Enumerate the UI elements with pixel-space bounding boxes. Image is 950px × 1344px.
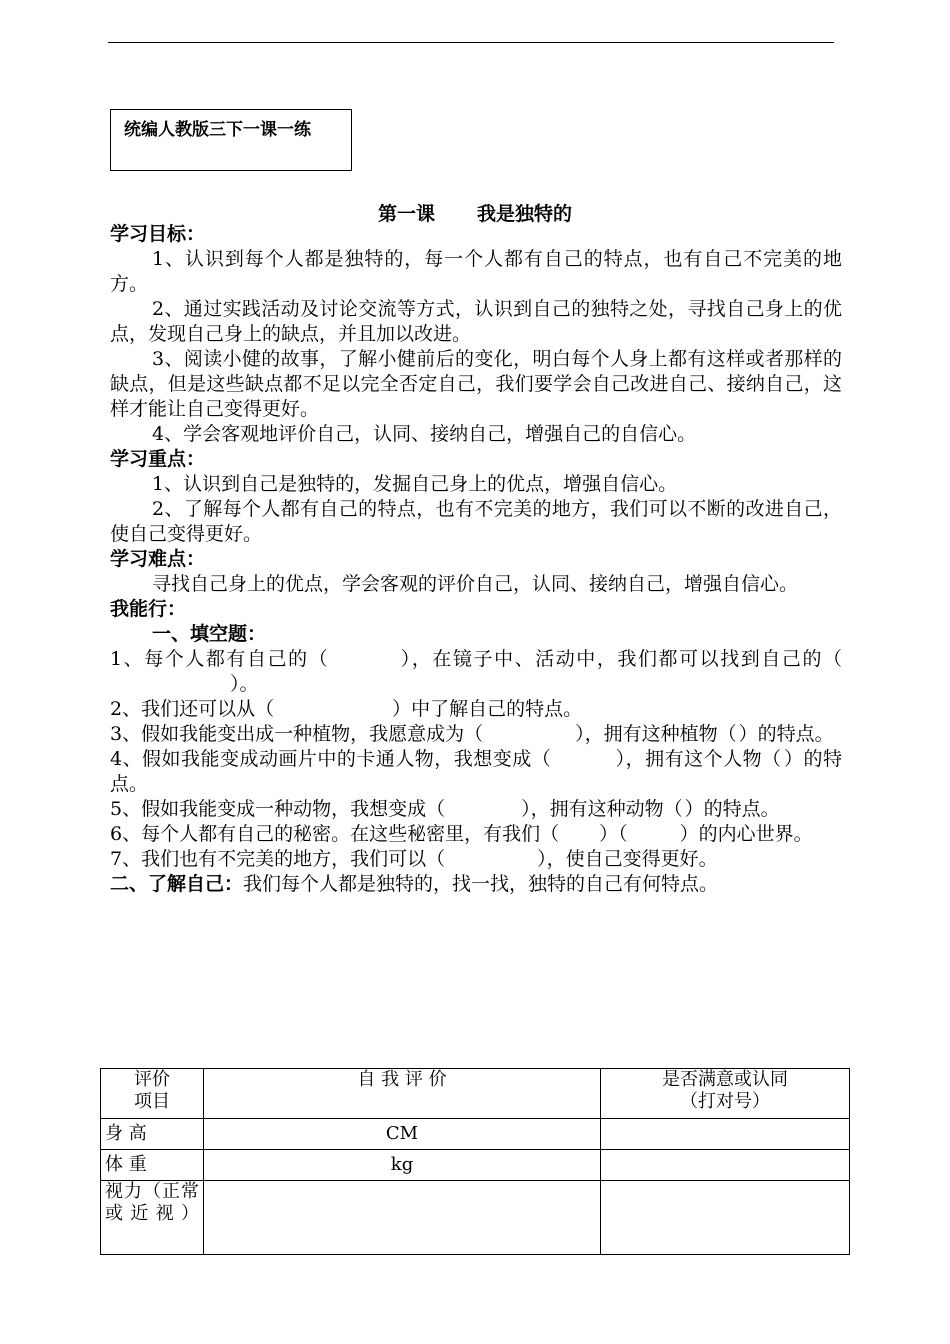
goal-item: 3、阅读小健的故事，了解小健前后的变化，明白每个人身上都有这样或者那样的缺点，但是这些缺点都不足以完全否定自己，我们要学会自己改进自己、接纳自己，这样才能让自己变得更好。 bbox=[110, 348, 842, 420]
row-item: 视力（正常或近视） bbox=[101, 1181, 204, 1255]
header-box-label: 统编人教版三下一课一练 bbox=[124, 120, 311, 140]
question-1: 1、每个人都有自己的（ ），在镜子中、活动中，我们都可以找到自己的（）。 bbox=[110, 648, 842, 695]
know-yourself-text: 我们每个人都是独特的，找一找，独特的自己有何特点。 bbox=[243, 873, 719, 895]
difficulties-text: 寻找自己身上的优点，学会客观的评价自己，认同、接纳自己，增强自信心。 bbox=[152, 573, 799, 595]
row-check-cell[interactable] bbox=[601, 1119, 850, 1150]
key-point-item: 2、了解每个人都有自己的特点，也有不完美的地方，我们可以不断的改进自己，使自己变得更好。 bbox=[110, 498, 842, 545]
question-2: 2、我们还可以从（ ）中了解自己的特点。 bbox=[110, 698, 583, 720]
goals-heading: 学习目标： bbox=[110, 223, 206, 245]
question-5: 5、假如我能变成一种动物，我想变成（ ），拥有这种动物（ ）的特点。 bbox=[110, 798, 780, 820]
key-points-heading: 学习重点： bbox=[110, 448, 206, 470]
question-4: 4、假如我能变成动画片中的卡通人物，我想变成（ ），拥有这个人物（ ）的特点。 bbox=[110, 748, 842, 795]
row-item: 身 高 bbox=[101, 1119, 204, 1150]
question-6: 6、每个人都有自己的秘密。在这些秘密里，有我们（ ）（ ）的内心世界。 bbox=[110, 823, 813, 845]
know-yourself-title: 二、了解自己： bbox=[110, 873, 244, 895]
table-row bbox=[101, 1150, 850, 1181]
question-3: 3、假如我能变出成一种植物，我愿意成为（ ），拥有这种植物（ ）的特点。 bbox=[110, 723, 834, 745]
header-item: 评价项目 bbox=[101, 1069, 204, 1119]
lesson-name: 我是独特的 bbox=[477, 203, 573, 225]
worksheet-body bbox=[110, 222, 842, 897]
know-yourself-line bbox=[110, 872, 842, 897]
difficulties-heading: 学习难点： bbox=[110, 548, 206, 570]
question-7: 7、我们也有不完美的地方，我们可以（ ），使自己变得更好。 bbox=[110, 848, 718, 870]
lesson-number: 第一课 bbox=[377, 203, 435, 225]
row-value[interactable] bbox=[204, 1181, 601, 1255]
row-value[interactable]: kg bbox=[204, 1150, 601, 1181]
header-rule bbox=[108, 42, 834, 43]
table-row bbox=[101, 1181, 850, 1255]
header-satisfied: 是否满意或认同（打对号） bbox=[601, 1069, 850, 1119]
table-header-row bbox=[101, 1069, 850, 1119]
goal-item: 1、认识到每个人都是独特的，每一个人都有自己的特点，也有自己不完美的地方。 bbox=[110, 248, 842, 295]
row-item: 体 重 bbox=[101, 1150, 204, 1181]
row-value[interactable]: CM bbox=[204, 1119, 601, 1150]
table-row bbox=[101, 1119, 850, 1150]
header-box bbox=[110, 109, 352, 171]
key-point-item: 1、认识到自己是独特的，发掘自己身上的优点，增强自信心。 bbox=[152, 473, 678, 495]
fill-blank-title: 一、填空题： bbox=[152, 623, 267, 645]
practice-heading: 我能行： bbox=[110, 598, 187, 620]
header-self-eval: 自 我 评 价 bbox=[204, 1069, 601, 1119]
self-evaluation-table bbox=[100, 1068, 850, 1255]
goal-item: 2、通过实践活动及讨论交流等方式，认识到自己的独特之处，寻找自己身上的优点，发现自己身上的缺点，并且加以改进。 bbox=[110, 298, 842, 345]
row-check-cell[interactable] bbox=[601, 1181, 850, 1255]
row-check-cell[interactable] bbox=[601, 1150, 850, 1181]
goal-item: 4、学会客观地评价自己，认同、接纳自己，增强自己的自信心。 bbox=[152, 423, 697, 445]
